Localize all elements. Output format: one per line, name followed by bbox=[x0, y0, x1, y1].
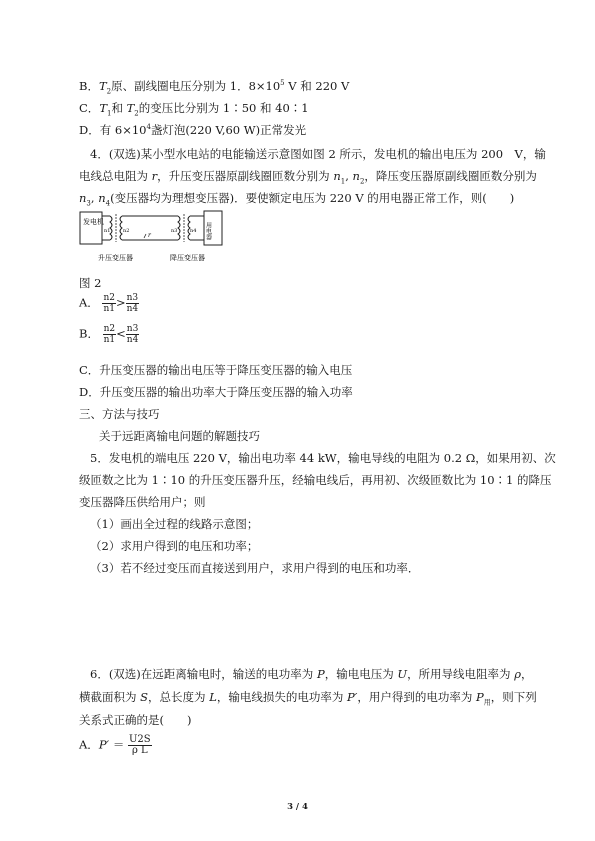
q4-line-3: $n_3$, $n_4$(变压器均为理想变压器)．要使额定电压为 220 V 的用电器正常工作，则( ) bbox=[79, 191, 515, 208]
option-b-line: B．$T_2$原、副线圈电压分别为 1．$8\times 10^5$ V 和 220 V bbox=[79, 79, 350, 96]
step-up-label: 升压变压器 bbox=[98, 254, 133, 262]
q4-option-b: B． $\frac{n2}{n1}$ < $\frac{n3}{n4}$ bbox=[79, 324, 139, 345]
q4-option-c: C．升压变压器的输出电压等于降压变压器的输入电压 bbox=[79, 363, 353, 377]
q5-line-3: 变压器降压供给用户；则 bbox=[79, 495, 206, 509]
resistance-label: r bbox=[148, 232, 151, 239]
q5-subquestion-2: （2）求用户得到的电压和功率； bbox=[90, 539, 259, 553]
page-number: 3 / 4 bbox=[287, 802, 308, 812]
q6-line-3: 关系式正确的是( ) bbox=[79, 713, 192, 727]
q6-line-2: 横截面积为 S，总长度为 L，输电线损失的电功率为 P′，用户得到的电功率为 $P_用$，则下列 bbox=[79, 690, 537, 707]
section-subheading: 关于远距离输电问题的解题技巧 bbox=[99, 429, 260, 443]
q5-line-1: 5．发电机的端电压 220 V，输出电功率 44 kW，输电导线的电阻为 0.2 Ω，如果用初、次 bbox=[90, 451, 556, 465]
q6-option-a: A．P′ ＝ $\frac{U2S}{\text{ρ L}}$ bbox=[79, 734, 151, 756]
n2-label: n2 bbox=[123, 228, 130, 234]
step-down-primary-coil bbox=[178, 216, 180, 240]
fraction-n2-n1: $\frac{n2}{n1}$ bbox=[103, 324, 116, 345]
fraction-n3-n4: $\frac{n3}{n4}$ bbox=[126, 324, 139, 345]
fraction-n3-n4: $\frac{n3}{n4}$ bbox=[126, 293, 139, 314]
step-up-secondary-coil bbox=[120, 216, 122, 240]
n4-label: n4 bbox=[190, 228, 197, 234]
section-heading: 三、方法与技巧 bbox=[79, 407, 160, 421]
generator-box bbox=[80, 212, 102, 244]
q4-option-a: A． $\frac{n2}{n1}$ > $\frac{n3}{n4}$ bbox=[79, 293, 139, 314]
q6-line-1: 6．(双选)在远距离输电时，输送的电功率为 P，输电电压为 U，所用导线电阻率为 ρ， bbox=[90, 667, 533, 681]
generator-label: 发电机 bbox=[83, 218, 104, 226]
option-d-line: D．有 $6\times 10^4$盏灯泡(220 V,60 W)正常发光 bbox=[79, 123, 307, 137]
option-c-line: C．$T_1$和 $T_2$的变压比分别为 1∶50 和 40∶1 bbox=[79, 101, 309, 118]
q5-subquestion-3: （3）若不经过变压而直接送到用户，求用户得到的电压和功率． bbox=[90, 561, 420, 575]
n1-label: n1 bbox=[104, 228, 111, 234]
q5-subquestion-1: （1）画出全过程的线路示意图； bbox=[90, 517, 259, 531]
q4-option-d: D．升压变压器的输出功率大于降压变压器的输入功率 bbox=[79, 385, 353, 399]
q4-line-1: 4．(双选)某小型水电站的电能输送示意图如图 2 所示，发电机的输出电压为 200 V，输 bbox=[90, 147, 546, 161]
transmission-circuit-diagram bbox=[78, 208, 228, 264]
figure-caption: 图 2 bbox=[79, 276, 102, 290]
fraction-n2-n1: $\frac{n2}{n1}$ bbox=[103, 293, 115, 314]
n3-label: n3 bbox=[171, 228, 178, 234]
load-label: 用电器 bbox=[204, 222, 212, 240]
fraction-u2s-rhol: $\frac{U2S}{\text{ρ L}}$ bbox=[128, 734, 151, 756]
q5-line-2: 级匝数之比为 1∶10 的升压变压器升压，经输电线后，再用初、次级匝数比为 10∶1 的降压 bbox=[79, 473, 552, 487]
step-down-label: 降压变压器 bbox=[170, 254, 205, 262]
q4-line-2: 电线总电阻为 r，升压变压器原副线圈匝数分别为 $n_1$, $n_2$，降压变压器原副线圈匝数分别为 bbox=[79, 169, 537, 186]
